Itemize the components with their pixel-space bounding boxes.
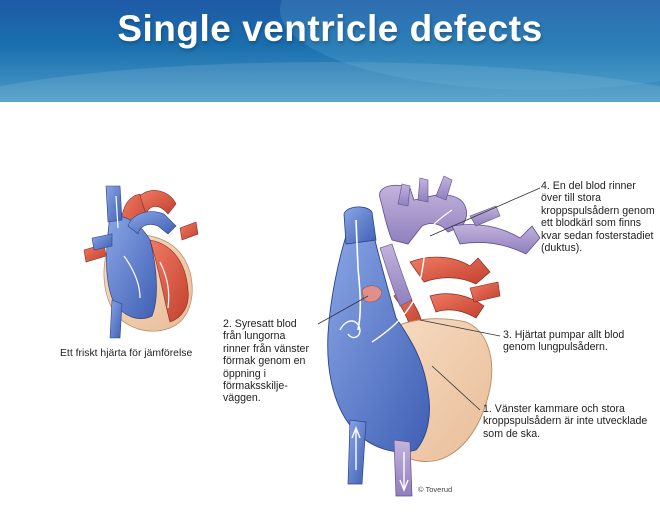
healthy-heart xyxy=(84,186,198,338)
label-3: 3. Hjärtat pumpar allt blod genom lungpulsådern. xyxy=(503,329,625,354)
image-credit: © Toverud xyxy=(418,485,453,494)
healthy-heart-caption: Ett friskt hjärta för jämförelse xyxy=(60,348,193,359)
slide-title: Single ventricle defects xyxy=(117,8,543,49)
label-1: 1. Vänster kammare och stora kroppspulsådern är inte utvecklade som de ska. xyxy=(483,403,648,440)
label-2: 2. Syresatt blod från lungorna rinner från vänster förmak genom en öppning i förmaksskilje-väggen. xyxy=(223,318,309,405)
label-4: 4. En del blod rinner över till stora kroppspulsådern genom ett blodkärl som finns kvar sedan fosterstadiet (duktus). xyxy=(541,180,655,255)
